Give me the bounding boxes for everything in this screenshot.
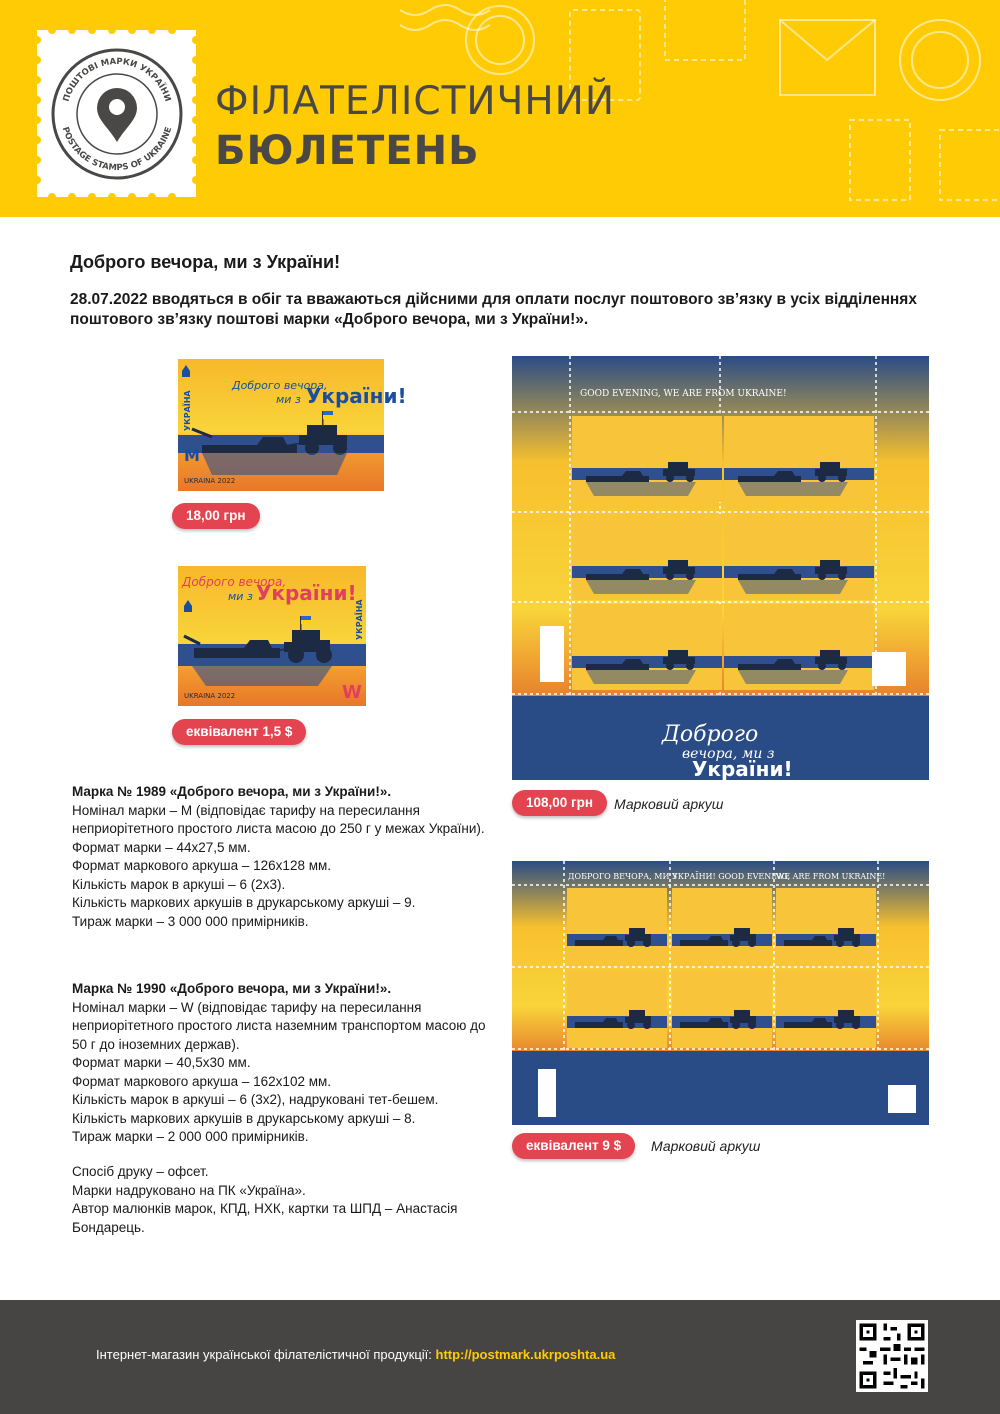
stamp1-country: УКРАЇНА: [183, 390, 192, 431]
footer-text: [96, 1347, 615, 1362]
stamp1-headline-3: України!: [306, 384, 407, 408]
stamp2-denomination: W: [342, 682, 362, 703]
stamp-1989-desc-line: Формат марки – 44х27,5 мм.: [72, 839, 251, 855]
stamp1-headline-2: ми з: [276, 393, 301, 406]
stamp2-price-badge: еквівалент 1,5 $: [172, 719, 306, 745]
stamp-1990-description: [72, 980, 492, 1147]
footer-label: Інтернет-магазин української філателістичної продукції:: [96, 1347, 436, 1362]
sheet1-bottom-1: Доброго: [662, 722, 759, 747]
stamp-1990-desc-line: Формат марки – 40,5х30 мм.: [72, 1055, 251, 1070]
printing-info-line: Марки надруковано на ПК «Україна».: [72, 1182, 306, 1198]
footer: [0, 1300, 1000, 1414]
bulletin-subtitle: БЮЛЕТЕНЬ: [215, 128, 480, 174]
stamp2-headline-2: ми з: [228, 590, 253, 603]
stamp-1990-desc-line: Тираж марки – 2 000 000 примірників.: [72, 1129, 309, 1144]
header-banner: [0, 0, 1000, 217]
sheet1-bottom-2: вечора, ми з: [682, 746, 775, 762]
stamp-1990-desc-line: Кількість марок в аркуші – 6 (3х2), надруковані тет-бешем.: [72, 1092, 439, 1107]
stamp-1989-desc-line: Номінал марки – M (відповідає тарифу на пересилання неприорітетного простого листа масою до 250 г у межах України).: [72, 802, 485, 836]
sheet2-caption: Марковий аркуш: [651, 1138, 761, 1154]
issue-intro: 28.07.2022 вводяться в обіг та вважаються дійсними для оплати послуг поштового зв’язку в усіх відділеннях поштового зв’язку поштові марки «Доброго вечора, ми з України!».: [70, 291, 917, 328]
sheet2-banner-1: ДОБРОГО ВЕЧОРА, МИ З: [568, 872, 677, 881]
sheet2-price-badge: еквівалент 9 $: [512, 1133, 635, 1159]
printing-info: [72, 1163, 492, 1237]
stamp-1989-description: [72, 783, 492, 931]
sheet2-banner-3: WE ARE FROM UKRAINE!: [776, 872, 886, 881]
sheet1-bottom-3: України!: [692, 757, 793, 781]
stamp-1990-image: [172, 560, 372, 712]
sheet2-banner-2: УКРАЇНИ! GOOD EVENING,: [672, 872, 791, 881]
qr-code-icon[interactable]: [856, 1320, 928, 1392]
stamp1-price-badge: 18,00 грн: [172, 503, 260, 529]
stamp1-year: UKRAINA 2022: [184, 477, 236, 485]
logo-ring-top-text: ПОШТОВІ МАРКИ УКРАЇНИ: [61, 56, 173, 103]
issue-title: Доброго вечора, ми з України!: [70, 252, 341, 272]
stamp2-headline-1: Доброго вечора,: [182, 575, 287, 589]
sheet1-price-badge: 108,00 грн: [512, 790, 607, 816]
logo-ring-bottom-text: POSTAGE STAMPS OF UKRAINE: [59, 125, 175, 174]
stamp-1990-desc-line: Формат маркового аркуша – 162х102 мм.: [72, 1073, 332, 1089]
souvenir-sheet-1990-image: [512, 861, 929, 1125]
stamp2-headline-3: України!: [256, 581, 357, 605]
stamp-1990-desc-title: Марка № 1990 «Доброго вечора, ми з України!».: [72, 981, 392, 996]
shop-link[interactable]: http://postmark.ukrposhta.ua: [435, 1347, 616, 1362]
ukrposhta-stamp-logo: [37, 30, 196, 197]
stamp1-denomination: M: [184, 446, 200, 465]
stamp-1989-desc-line: Кількість маркових аркушів в друкарському аркуші – 9.: [72, 895, 416, 910]
bulletin-title: ФІЛАТЕЛІСТИЧНИЙ: [215, 79, 616, 124]
souvenir-sheet-1989-image: [512, 356, 929, 780]
stamp2-country: УКРАЇНА: [355, 599, 364, 640]
printing-info-line: Автор малюнків марок, КПД, НХК, картки та ШПД – Анастасія Бондарець.: [72, 1201, 458, 1235]
stamp-1990-desc-line: Кількість маркових аркушів в друкарському аркуші – 8.: [72, 1110, 416, 1126]
stamp-1989-desc-line: Формат маркового аркуша – 126х128 мм.: [72, 858, 332, 873]
sheet1-banner: GOOD EVENING, WE ARE FROM UKRAINE!: [580, 389, 787, 399]
stamp-1989-desc-line: Тираж марки – 3 000 000 примірників.: [72, 913, 309, 929]
stamp1-headline-1: Доброго вечора,: [232, 379, 328, 392]
stamp-1990-desc-line: Номінал марки – W (відповідає тарифу на пересилання неприорітетного простого листа наземним транспортом масою до 50 г до іноземних держав).: [72, 999, 486, 1052]
sheet1-caption: Марковий аркуш: [614, 796, 724, 812]
stamp-1989-desc-line: Кількість марок в аркуші – 6 (2х3).: [72, 876, 286, 892]
printing-info-line: Спосіб друку – офсет.: [72, 1164, 209, 1179]
stamp-1989-image: [172, 353, 407, 497]
stamp-1989-desc-title: Марка № 1989 «Доброго вечора, ми з України!».: [72, 784, 392, 799]
stamp2-year: UKRAINA 2022: [184, 692, 236, 700]
